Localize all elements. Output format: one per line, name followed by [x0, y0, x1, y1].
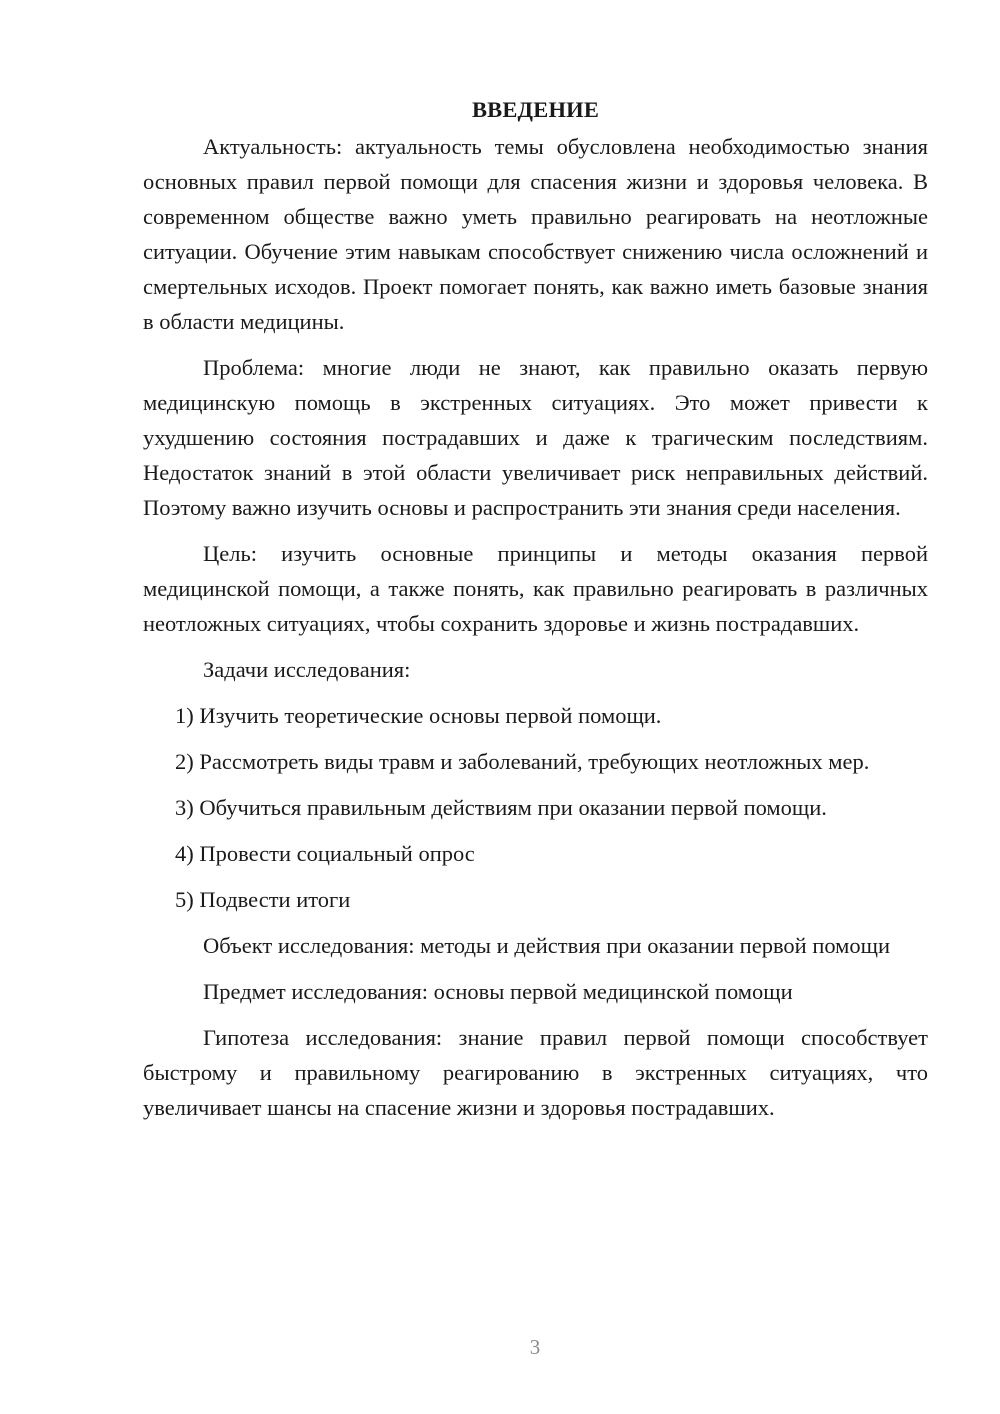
page-number: 3	[529, 1335, 541, 1359]
subject-paragraph: Предмет исследования: основы первой медицинской помощи	[203, 979, 793, 1004]
task-item: 4) Провести социальный опрос	[175, 841, 475, 866]
goal-paragraph: Цель: изучить основные принципы и методы оказания первой медицинской помощи, а также понять, как правильно реагировать в различных неотложных ситуациях, чтобы сохранить здоровье и жизнь пострадавших.	[143, 541, 928, 636]
task-item: 1) Изучить теоретические основы первой помощи.	[175, 703, 662, 728]
task-item: 2) Рассмотреть виды травм и заболеваний, требующих неотложных мер.	[175, 749, 870, 774]
task-item: 5) Подвести итоги	[175, 887, 351, 912]
hypothesis-paragraph: Гипотеза исследования: знание правил первой помощи способствует быстрому и правильному реагированию в экстренных ситуациях, что увеличивает шансы на спасение жизни и здоровья пострадавших.	[143, 1025, 928, 1120]
problem-paragraph: Проблема: многие люди не знают, как правильно оказать первую медицинскую помощь в экстренных ситуациях. Это может привести к ухудшению состояния пострадавших и даже к трагическим последствиям. Недостаток знаний в этой области увеличивает риск неправильных действий. Поэтому важно изучить основы и распространить эти знания среди населения.	[143, 355, 928, 520]
relevance-paragraph: Актуальность: актуальность темы обусловлена необходимостью знания основных правил первой помощи для спасения жизни и здоровья человека. В современном обществе важно уметь правильно реагировать на неотложные ситуации. Обучение этим навыкам способствует снижению числа осложнений и смертельных исходов. Проект помогает понять, как важно иметь базовые знания в области медицины.	[143, 134, 928, 334]
page-content	[143, 92, 928, 1136]
tasks-heading: Задачи исследования:	[203, 657, 411, 682]
page-title: ВВЕДЕНИЕ	[471, 97, 600, 122]
task-item: 3) Обучиться правильным действиям при оказании первой помощи.	[175, 795, 827, 820]
object-paragraph: Объект исследования: методы и действия при оказании первой помощи	[203, 933, 891, 958]
